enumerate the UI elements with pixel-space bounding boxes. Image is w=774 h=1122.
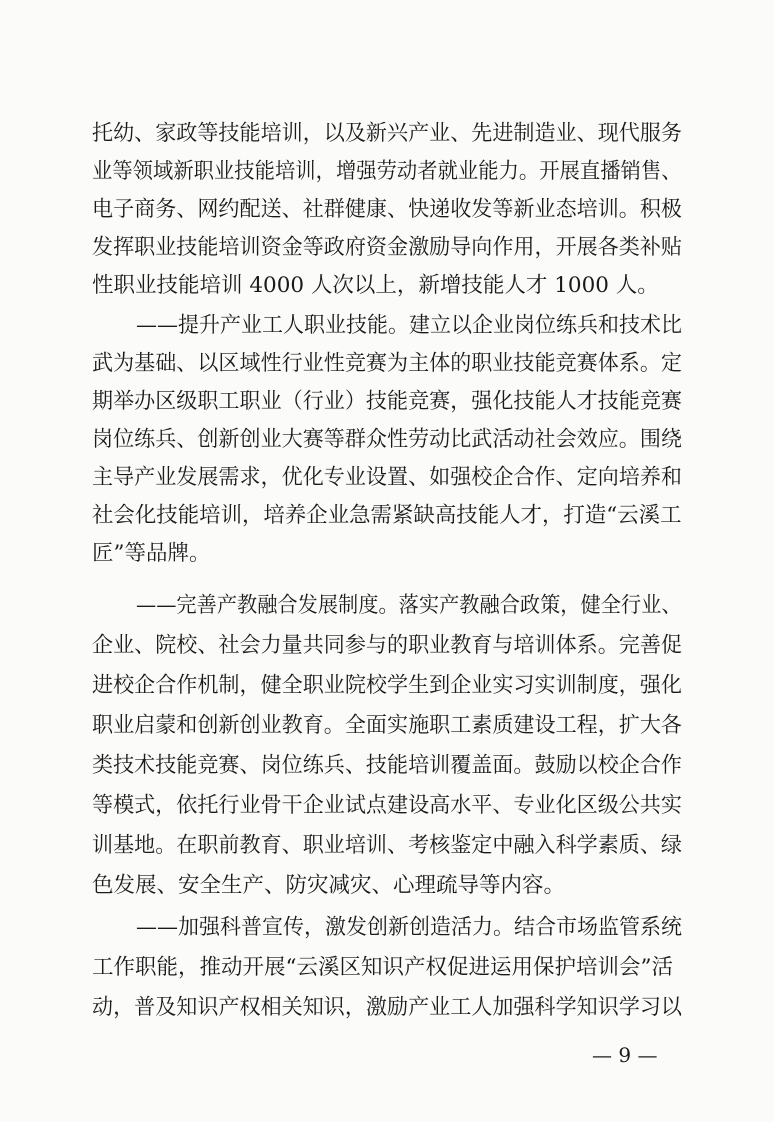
body-line: 社会化技能培训，培养企业急需紧缺高技能人才，打造“云溪工 bbox=[92, 503, 682, 528]
body-line: 色发展、安全生产、防灾减灾、心理疏导等内容。 bbox=[92, 873, 566, 898]
body-line: 期举办区级职工职业（行业）技能竞赛，强化技能人才技能竞赛 bbox=[92, 389, 683, 414]
body-line: 进校企合作机制，健全职业院校学生到企业实习实训制度，强化 bbox=[92, 673, 683, 698]
body-line: 岗位练兵、创新创业大赛等群众性劳动比武活动社会效应。围绕 bbox=[92, 427, 683, 452]
body-line: 性职业技能培训 4000 人次以上，新增技能人才 1000 人。 bbox=[92, 273, 659, 298]
body-line: 业等领域新职业技能培训，增强劳动者就业能力。开展直播销售、 bbox=[92, 159, 682, 184]
body-line: 托幼、家政等技能培训，以及新兴产业、先进制造业、现代服务 bbox=[92, 121, 683, 146]
section-heading-line: ——提升产业工人职业技能。建立以企业岗位练兵和技术比 bbox=[136, 313, 683, 338]
body-line: 匠”等品牌。 bbox=[92, 541, 211, 566]
body-line: 动，普及知识产权相关知识，激励产业工人加强科学知识学习以 bbox=[92, 995, 683, 1020]
body-line: 发挥职业技能培训资金等政府资金激励导向作用，开展各类补贴 bbox=[92, 235, 683, 260]
body-line: 等模式，依托行业骨干企业试点建设高水平、专业化区级公共实 bbox=[92, 793, 683, 818]
body-line: 工作职能，推动开展“云溪区知识产权促进运用保护培训会”活 bbox=[92, 955, 673, 980]
body-line: 企业、院校、社会力量共同参与的职业教育与培训体系。完善促 bbox=[92, 633, 683, 658]
body-line: 职业启蒙和创新创业教育。全面实施职工素质建设工程，扩大各 bbox=[92, 713, 683, 738]
body-line: 主导产业发展需求，优化专业设置、如强校企合作、定向培养和 bbox=[92, 465, 683, 490]
section-heading-line: ——完善产教融合发展制度。落实产教融合政策，健全行业、 bbox=[136, 593, 682, 618]
section-heading-line: ——加强科普宣传，激发创新创造活力。结合市场监管系统 bbox=[136, 915, 683, 940]
body-line: 训基地。在职前教育、职业培训、考核鉴定中融入科学素质、绿 bbox=[92, 833, 683, 858]
body-line: 武为基础、以区域性行业性竞赛为主体的职业技能竞赛体系。定 bbox=[92, 351, 683, 376]
body-line: 类技术技能竞赛、岗位练兵、技能培训覆盖面。鼓励以校企合作 bbox=[92, 753, 683, 778]
body-line: 电子商务、网约配送、社群健康、快递收发等新业态培训。积极 bbox=[92, 197, 683, 222]
page-number: — 9 — bbox=[592, 1043, 658, 1067]
